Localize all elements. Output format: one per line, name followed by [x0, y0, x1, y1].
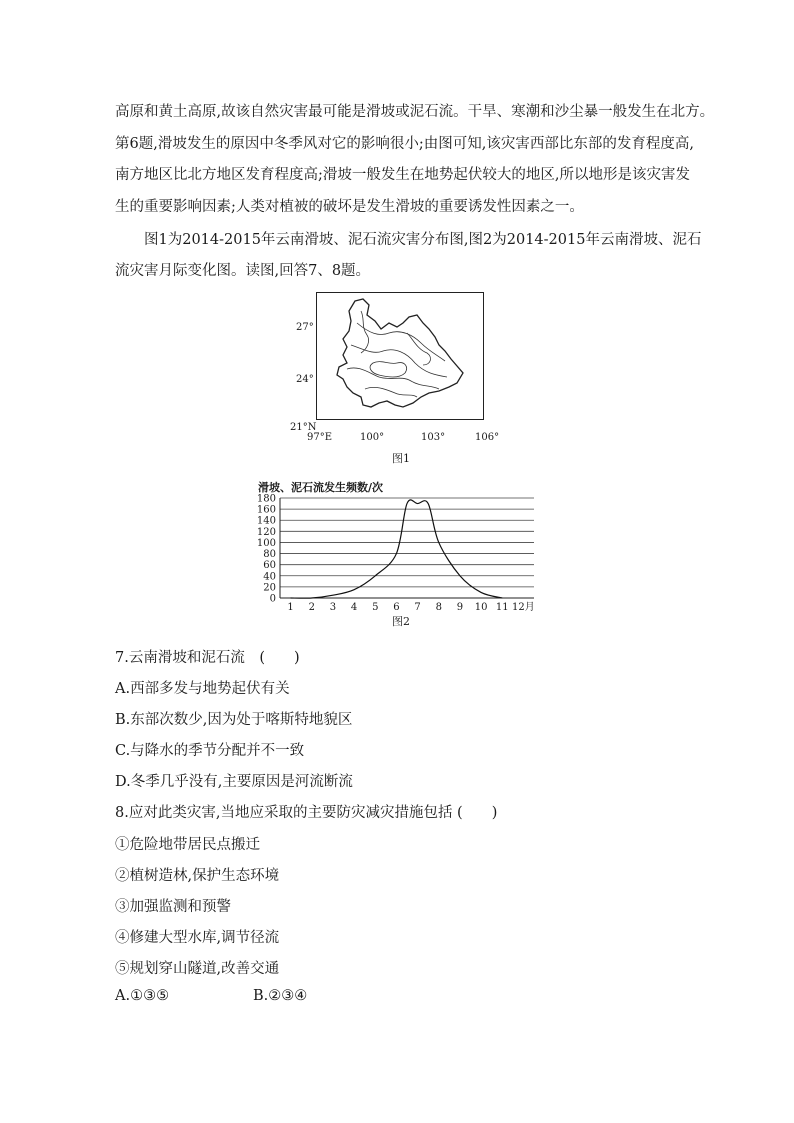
- y-tick-label: 160: [256, 504, 276, 516]
- q8-item-4: ④修建大型水库,调节径流: [115, 930, 280, 946]
- y-tick-label: 140: [256, 515, 276, 527]
- stem-line-1: 图1为2014-2015年云南滑坡、泥石流灾害分布图,图2为2014-2015年云南滑坡、泥石: [144, 232, 702, 248]
- x-tick-label: 4: [350, 602, 358, 613]
- x-tick-label: 8: [435, 602, 442, 613]
- y-tick-label: 120: [256, 526, 276, 538]
- figure-1-caption: 图1: [392, 452, 410, 465]
- y-tick-label: 20: [263, 582, 276, 594]
- q7-option-c: C.与降水的季节分配并不一致: [115, 743, 305, 759]
- y-tick-label: 180: [256, 493, 276, 505]
- yunnan-map-drawing: [317, 293, 483, 419]
- contour-line-2: [351, 345, 447, 377]
- contour-line-7: [361, 311, 369, 353]
- province-outline: [337, 299, 463, 407]
- q8-option-b: B.②③④: [253, 988, 308, 1004]
- intro-line-2: 第6题,滑坡发生的原因中冬季风对它的影响很小;由图可知,该灾害西部比东部的发育程度高,: [115, 136, 694, 152]
- lon-label-97: 97°E: [307, 432, 333, 443]
- y-tick-label: 80: [263, 549, 276, 561]
- chart-title: 滑坡、泥石流发生频数/次: [258, 481, 384, 494]
- x-tick-label: 9: [456, 602, 464, 613]
- x-tick-label: 6: [393, 602, 400, 613]
- q8-stem: 8.应对此类灾害,当地应采取的主要防灾减灾措施包括 ( ): [115, 805, 498, 821]
- x-tick-label: 7: [414, 602, 421, 613]
- x-tick-label: 1: [287, 602, 294, 613]
- q8-item-2: ②植树造林,保护生态环境: [115, 868, 280, 884]
- yunnan-map-figure: [316, 292, 484, 420]
- y-tick-label: 0: [269, 593, 276, 605]
- q7-option-b: B.东部次数少,因为处于喀斯特地貌区: [115, 712, 353, 728]
- figure-2-caption: 图2: [392, 615, 410, 628]
- x-tick-label: 5: [372, 602, 379, 613]
- y-tick-label: 60: [263, 560, 276, 572]
- y-tick-label: 100: [256, 537, 276, 549]
- x-tick-label: 2: [308, 602, 315, 613]
- lat-label-27: 27°: [296, 322, 314, 333]
- intro-line-4: 生的重要影响因素;人类对植被的破坏是发生滑坡的重要诱发性因素之一。: [115, 199, 584, 215]
- x-tick-label: 12月: [512, 602, 535, 613]
- q7-option-d: D.冬季几乎没有,主要原因是河流断流: [115, 774, 353, 790]
- frequency-series-line: [291, 500, 503, 598]
- intro-line-1: 高原和黄土高原,故该自然灾害最可能是滑坡或泥石流。干旱、寒潮和沙尘暴一般发生在北方。: [115, 104, 715, 120]
- stem-line-2: 流灾害月际变化图。读图,回答7、8题。: [115, 263, 371, 279]
- contour-line-5: [370, 362, 406, 377]
- contour-line-1: [357, 323, 445, 361]
- y-tick-label: 40: [263, 571, 276, 583]
- q7-option-a: A.西部多发与地势起伏有关: [115, 681, 290, 697]
- lat-label-21: 21°N: [290, 422, 317, 433]
- lon-label-106: 106°: [475, 432, 500, 443]
- lon-label-100: 100°: [360, 432, 385, 443]
- x-tick-label: 11: [495, 602, 509, 613]
- lon-label-103: 103°: [421, 432, 446, 443]
- contour-line-4: [365, 387, 417, 397]
- x-tick-label: 10: [474, 602, 488, 613]
- q8-option-a: A.①③⑤: [115, 988, 170, 1004]
- q8-item-5: ⑤规划穿山隧道,改善交通: [115, 961, 280, 977]
- q8-item-1: ①危险地带居民点搬迁: [115, 837, 260, 853]
- monthly-frequency-chart: [250, 490, 550, 616]
- intro-line-3: 南方地区比北方地区发育程度高;滑坡一般发生在地势起伏较大的地区,所以地形是该灾害发: [115, 167, 690, 183]
- q7-stem: 7.云南滑坡和泥石流 ( ): [115, 650, 300, 666]
- x-tick-label: 3: [329, 602, 337, 613]
- contour-line-6: [407, 333, 430, 365]
- q8-item-3: ③加强监测和预警: [115, 899, 231, 915]
- lat-label-24: 24°: [296, 374, 314, 385]
